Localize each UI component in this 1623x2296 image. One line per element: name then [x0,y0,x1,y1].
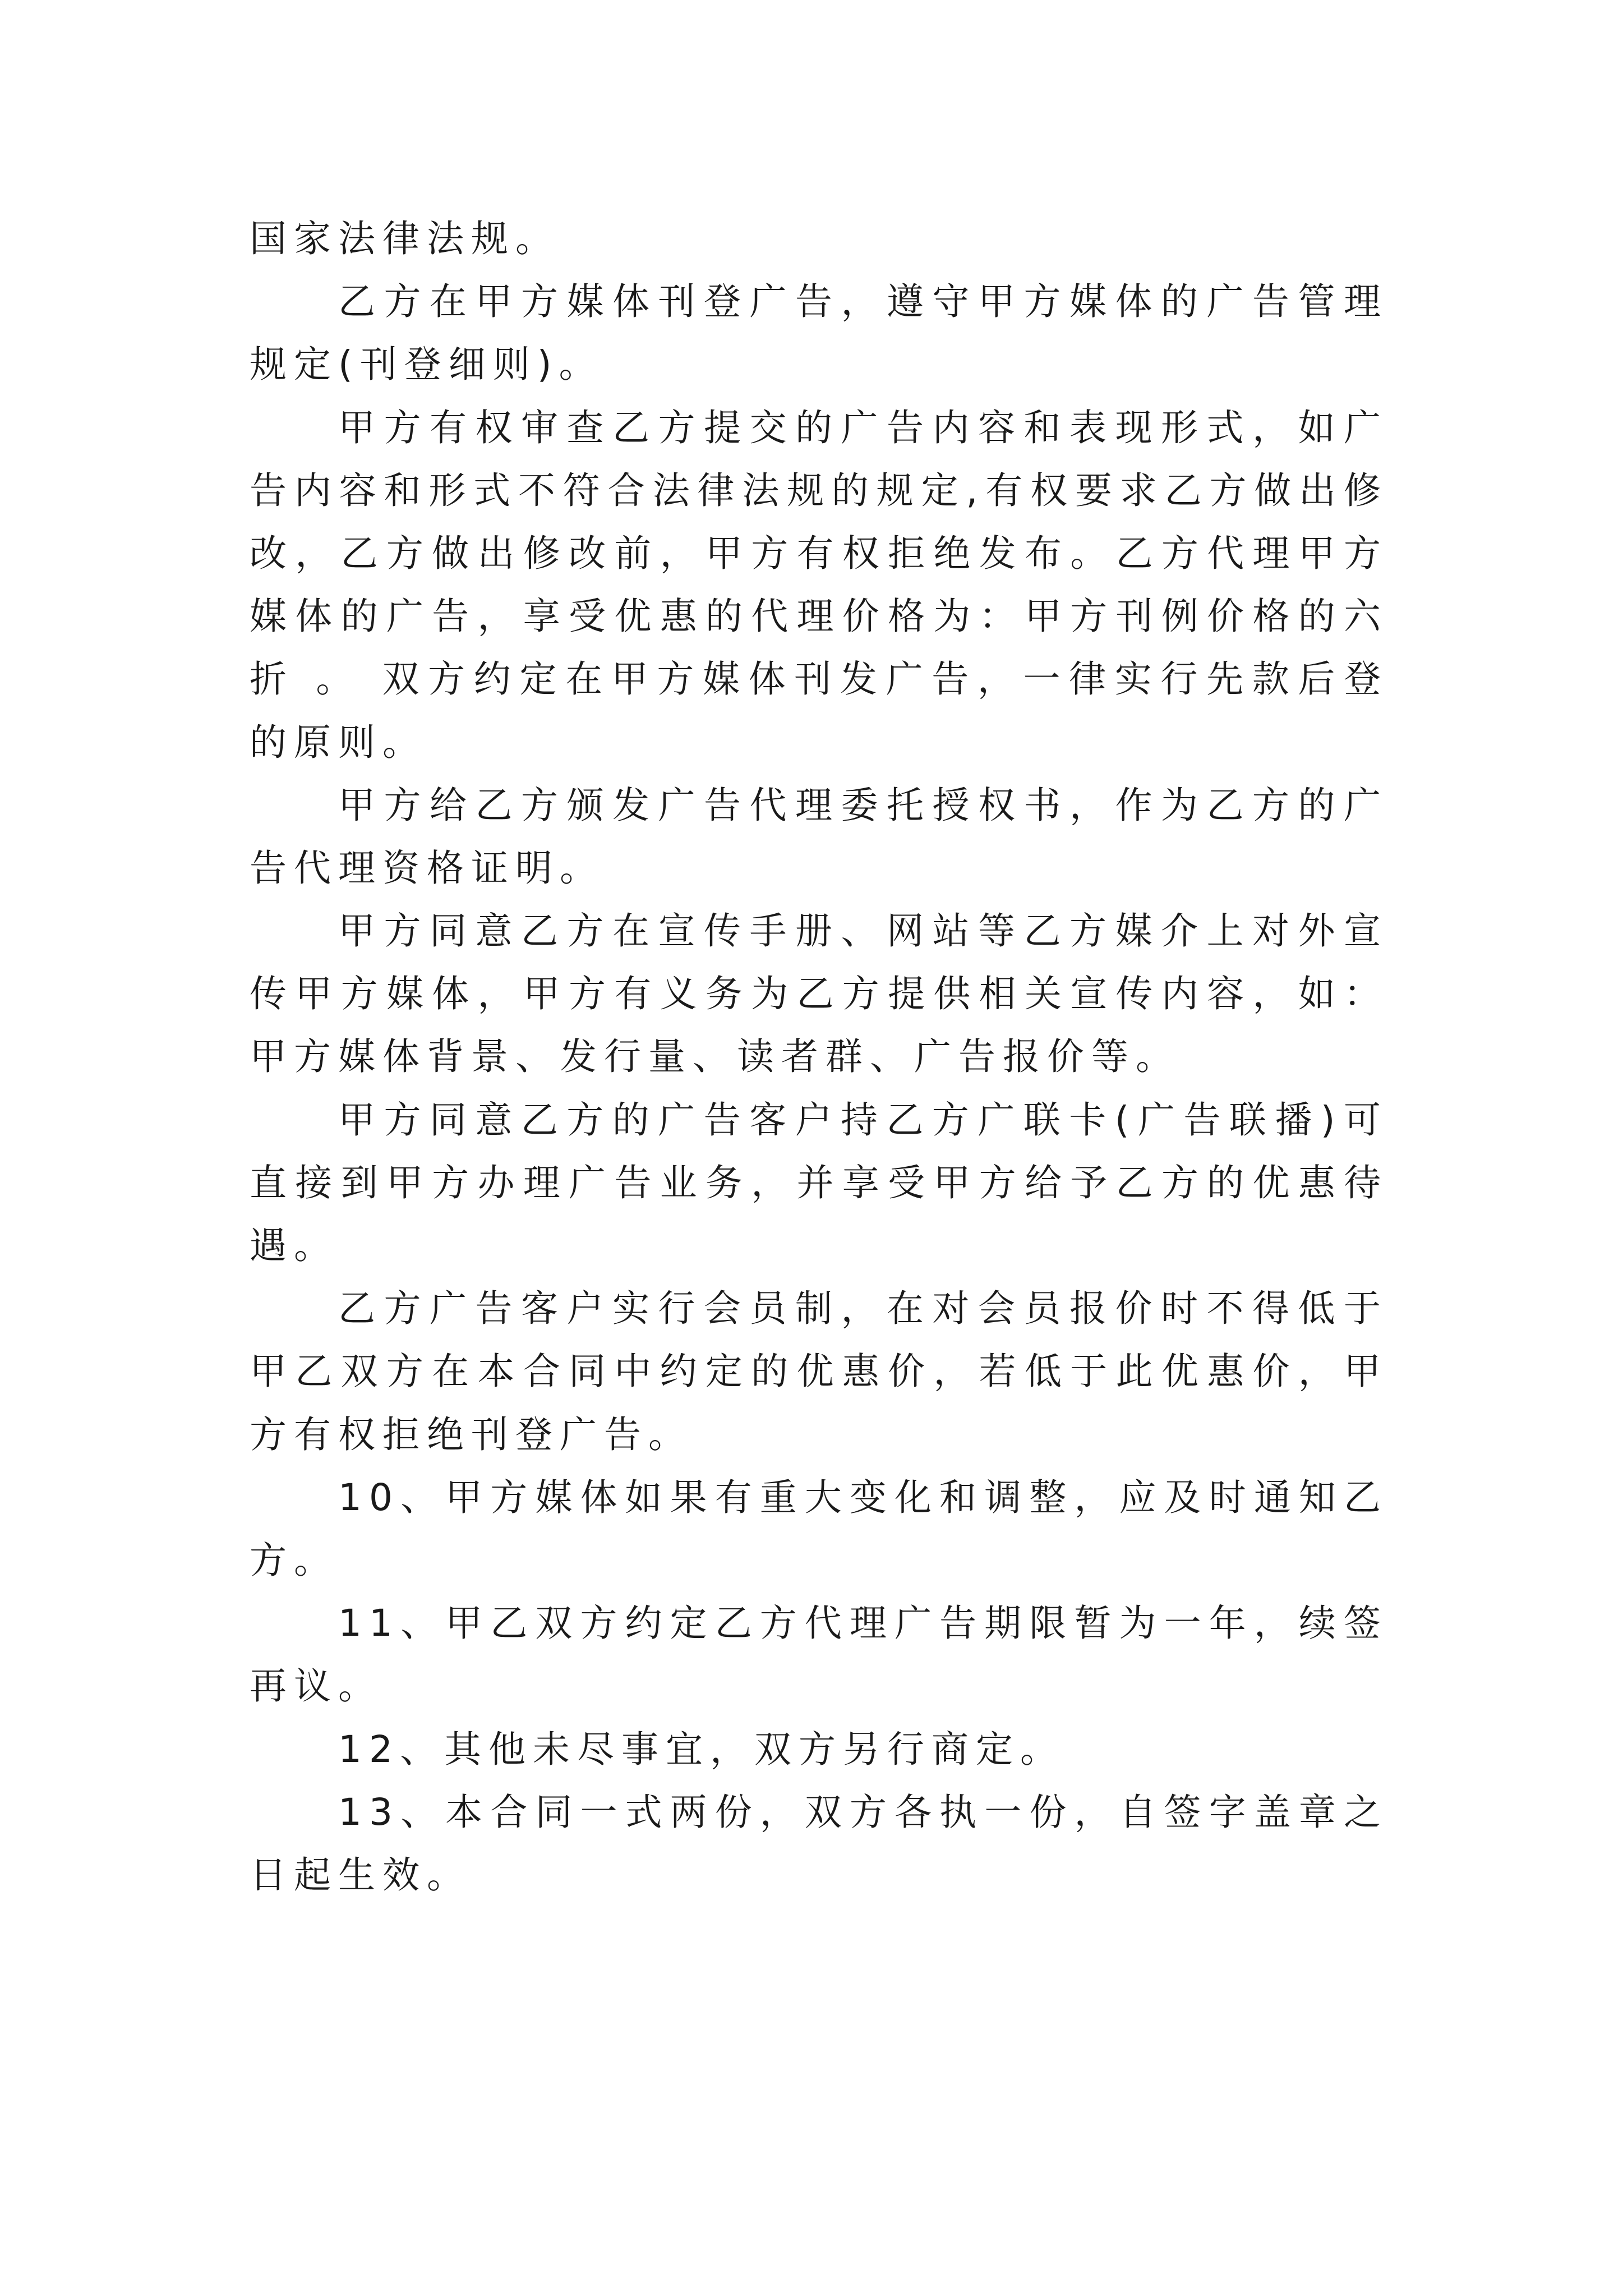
paragraph-8: 10、甲方媒体如果有重大变化和调整，应及时通知乙方。 [250,1475,1388,1582]
paragraph-10: 12、其他未尽事宜，双方另行商定。 [338,1727,1064,1771]
paragraph-9: 11、甲乙双方约定乙方代理广告期限暂为一年，续签再议。 [250,1602,1388,1708]
paragraph-1: 国家法律法规。 [250,217,560,260]
paragraph-4: 甲方给乙方颁发广告代理委托授权书，作为乙方的广告代理资格证明。 [250,783,1388,890]
document-body [250,208,1388,1907]
paragraph-3: 甲方有权审查乙方提交的广告内容和表现形式，如广告内容和形式不符合法律法规的规定,有权要求乙方做出修改，乙方做出修改前，甲方有权拒绝发布。乙方代理甲方媒体的广告，享受优惠的代理价格为：甲方刊例价格的六折 。 双方约定在甲方媒体刊发广告，一律实行先款后登的原则。 [250,406,1388,764]
paragraph-6: 甲方同意乙方的广告客户持乙方广联卡(广告联播)可直接到甲方办理广告业务，并享受甲方给予乙方的优惠待遇。 [250,1098,1388,1267]
paragraph-7: 乙方广告客户实行会员制，在对会员报价时不得低于甲乙双方在本合同中约定的优惠价，若低于此优惠价，甲方有权拒绝刊登广告。 [250,1287,1388,1456]
paragraph-5: 甲方同意乙方在宣传手册、网站等乙方媒介上对外宣传甲方媒体，甲方有义务为乙方提供相关宣传内容，如：甲方媒体背景、发行量、读者群、广告报价等。 [250,909,1388,1079]
paragraph-11: 13、本合同一式两份，双方各执一份，自签字盖章之日起生效。 [250,1790,1388,1897]
paragraph-2: 乙方在甲方媒体刊登广告，遵守甲方媒体的广告管理规定(刊登细则)。 [250,280,1388,386]
